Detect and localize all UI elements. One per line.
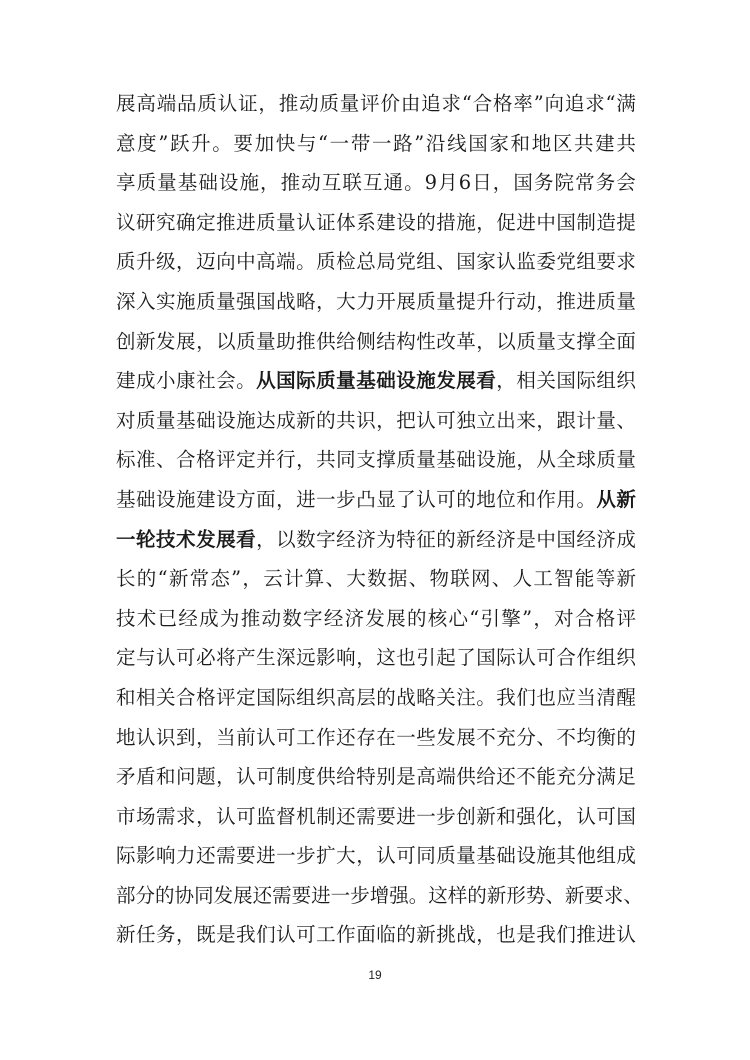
text-line: 部 分 的 协 同 发 展 还 需 要 进 一 步 增 强 。 这 样 的 新 形 势 、 新 要 求 、 (116, 883, 643, 907)
text-line: 定 与 认 可 必 将 产 生 深 远 影 响 ， 这 也 引 起 了 国 际 认 可 合 作 组 织 (116, 646, 636, 670)
text-line: 享 质 量 基 础 设 施 ， 推 动 互 联 互 通 。 9 月 6 日 ， 国 务 院 常 务 会 (116, 171, 636, 195)
text-line: 质 升 级 ， 迈 向 中 高 端 。 质 检 总 局 党 组 、 国 家 认 监 委 党 组 要 求 (116, 250, 636, 274)
text-line: 技 术 已 经 成 为 推 动 数 字 经 济 发 展 的 核 心 “ 引 擎 ” ， 对 合 格 评 (116, 606, 636, 630)
text-line: 一 轮 技 术 发 展 看 ， 以 数 字 经 济 为 特 征 的 新 经 济 是 中 国 经 济 成 (116, 527, 636, 551)
text-line: 基 础 设 施 建 设 方 面 ， 进 一 步 凸 显 了 认 可 的 地 位 和 作 用 。 从 新 (116, 487, 636, 511)
text-line: 际 影 响 力 还 需 要 进 一 步 扩 大 ， 认 可 同 质 量 基 础 设 施 其 他 组 成 (116, 844, 636, 868)
text-line: 新 任 务 ， 既 是 我 们 认 可 工 作 面 临 的 新 挑 战 ， 也 是 我 们 推 进 认 (116, 923, 636, 947)
text-line: 标 准 、 合 格 评 定 并 行 ， 共 同 支 撑 质 量 基 础 设 施 ， 从 全 球 质 量 (116, 448, 636, 472)
text-line: 展 高 端 品 质 认 证 ， 推 动 质 量 评 价 由 追 求 “ 合 格 率 ” 向 追 求 “ 满 (116, 92, 636, 115)
text-line: 意 度 ” 跃 升 。 要 加 快 与 “ 一 带 一 路 ” 沿 线 国 家 和 地 区 共 建 共 (116, 131, 636, 155)
text-line: 深 入 实 施 质 量 强 国 战 略 ， 大 力 开 展 质 量 提 升 行 动 ， 推 进 质 量 (116, 289, 636, 313)
text-line: 矛 盾 和 问 题 ， 认 可 制 度 供 给 特 别 是 高 端 供 给 还 不 能 充 分 满 足 (116, 765, 636, 789)
text-line: 长 的 “ 新 常 态 ” ， 云 计 算 、 大 数 据 、 物 联 网 、 人 工 智 能 等 新 (116, 567, 636, 591)
text-line: 和 相 关 合 格 评 定 国 际 组 织 高 层 的 战 略 关 注 。 我 们 也 应 当 清 醒 (116, 685, 636, 709)
body-text (116, 84, 643, 955)
text-line: 创 新 发 展 ， 以 质 量 助 推 供 给 侧 结 构 性 改 革 ， 以 质 量 支 撑 全 面 (116, 329, 636, 353)
text-line: 市 场 需 求 ， 认 可 监 督 机 制 还 需 要 进 一 步 创 新 和 强 化 ， 认 可 国 (116, 804, 636, 828)
text-line: 议 研 究 确 定 推 进 质 量 认 证 体 系 建 设 的 措 施 ， 促 进 中 国 制 造 提 (116, 210, 636, 234)
text-line: 地 认 识 到 ， 当 前 认 可 工 作 还 存 在 一 些 发 展 不 充 分 、 不 均 衡 的 (116, 725, 636, 749)
text-line: 建 成 小 康 社 会 。 从 国 际 质 量 基 础 设 施 发 展 看 ， 相 关 国 际 组 织 (116, 369, 636, 393)
text-line: 对 质 量 基 础 设 施 达 成 新 的 共 识 ， 把 认 可 独 立 出 来 ， 跟 计 量 、 (116, 408, 636, 432)
page-number: 19 (368, 968, 382, 982)
